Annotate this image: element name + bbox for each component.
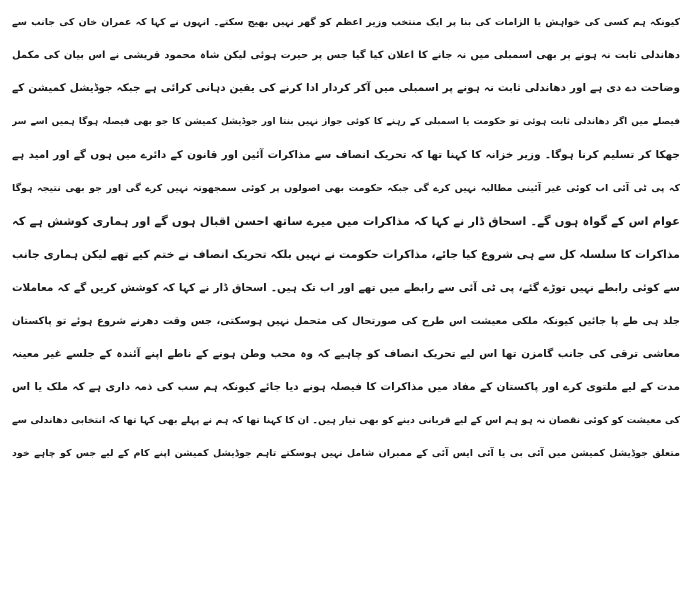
article-line: عوام اس کے گواہ ہوں گے۔ اسحاق ڈار نے کہا کہ مذاکرات میں میرے ساتھ احسن اقبال ہوں گے اور ہماری کوشش ہے کہ	[12, 214, 680, 229]
article-line: کہ پی ٹی آئی اب کوئی غیر آئینی مطالبہ نہیں کرے گی جبکہ حکومت بھی اصولوں پر کوئی سمجھوتہ نہیں کرے گی اور جو بھی نتیجہ ہوگا	[12, 182, 680, 194]
article-body	[12, 6, 680, 471]
article-line: دھاندلی ثابت نہ ہونے پر بھی اسمبلی میں نہ جانے کا اعلان کیا گیا جس پر حیرت ہوئی لیکن شاہ محمود قریشی نے اس بیان کی مکمل	[12, 50, 680, 62]
article-line: مذاکرات کا سلسلہ کل سے ہی شروع کیا جائے، مذاکرات حکومت نے نہیں بلکہ تحریک انصاف نے ختم کیے تھے لیکن ہماری جانب	[12, 248, 680, 262]
article-line: جھکا کر تسلیم کرنا ہوگا۔ وزیر خزانہ کا کہنا تھا کہ تحریک انصاف سے مذاکرات آئین اور قانون کے دائرے میں ہوں گے اور امید ہے	[12, 148, 680, 161]
article-line: معاشی ترقی کی جانب گامزن تھا اس لیے تحریک انصاف کو چاہیے کہ وہ محب وطن ہونے کے ناطے اپنے آئندہ کے جلسے غیر معینہ	[12, 347, 680, 360]
article-line: مدت کے لیے ملتوی کرے اور پاکستان کے مفاد میں مذاکرات کا فیصلہ ہونے دیا جائے کیونکہ ہم سب کی ذمہ داری ہے کہ ملک یا اس	[12, 381, 680, 394]
article-line: سے کوئی رابطے نہیں توڑے گئے، پی ٹی آئی سے رابطے میں تھے اور اب تک ہیں۔ اسحاق ڈار نے کہا کہ کوشش کریں گے کہ معاملات	[12, 281, 680, 294]
article-line: فیصلے میں اگر دھاندلی ثابت ہوئی تو حکومت یا اسمبلی کے رہنے کا کوئی جواز نہیں بنتا اور جوڈیشل کمیشن کا جو بھی فیصلہ ہوگا ہمیں اسے سر	[12, 116, 680, 127]
article-line: کیونکہ ہم کسی کی خواہش یا الزامات کی بنا پر ایک منتخب وزیر اعظم کو گھر نہیں بھیج سکتے۔ انہوں نے کہا کہ عمران خان کی جانب سے	[12, 17, 680, 28]
article-line: وضاحت دے دی ہے اور دھاندلی ثابت نہ ہونے پر اسمبلی میں آکر کردار ادا کرنے کی یقین دہانی کرائی ہے جبکہ جوڈیشل کمیشن کے	[12, 82, 680, 95]
article-line: جلد ہی طے پا جائیں کیونکہ ملکی معیشت اس طرح کی صورتحال کی متحمل نہیں ہوسکتی، جس وقت دھرنے شروع ہوئے تو پاکستان	[12, 315, 680, 327]
article-line: کی معیشت کو کوئی نقصان نہ ہو ہم اس کے لیے قربانی دینے کو بھی تیار ہیں۔ ان کا کہنا تھا کہ ہم نے پہلے بھی کہا تھا کہ انتخابی دھاندلی سے	[12, 415, 680, 427]
article-line: متعلق جوڈیشل کمیشن میں آئی بی یا آئی ایس آئی کے ممبران شامل نہیں ہوسکتے تاہم جوڈیشل کمیشن اپنے کام کے لیے جس کو چاہے خود	[12, 448, 680, 460]
